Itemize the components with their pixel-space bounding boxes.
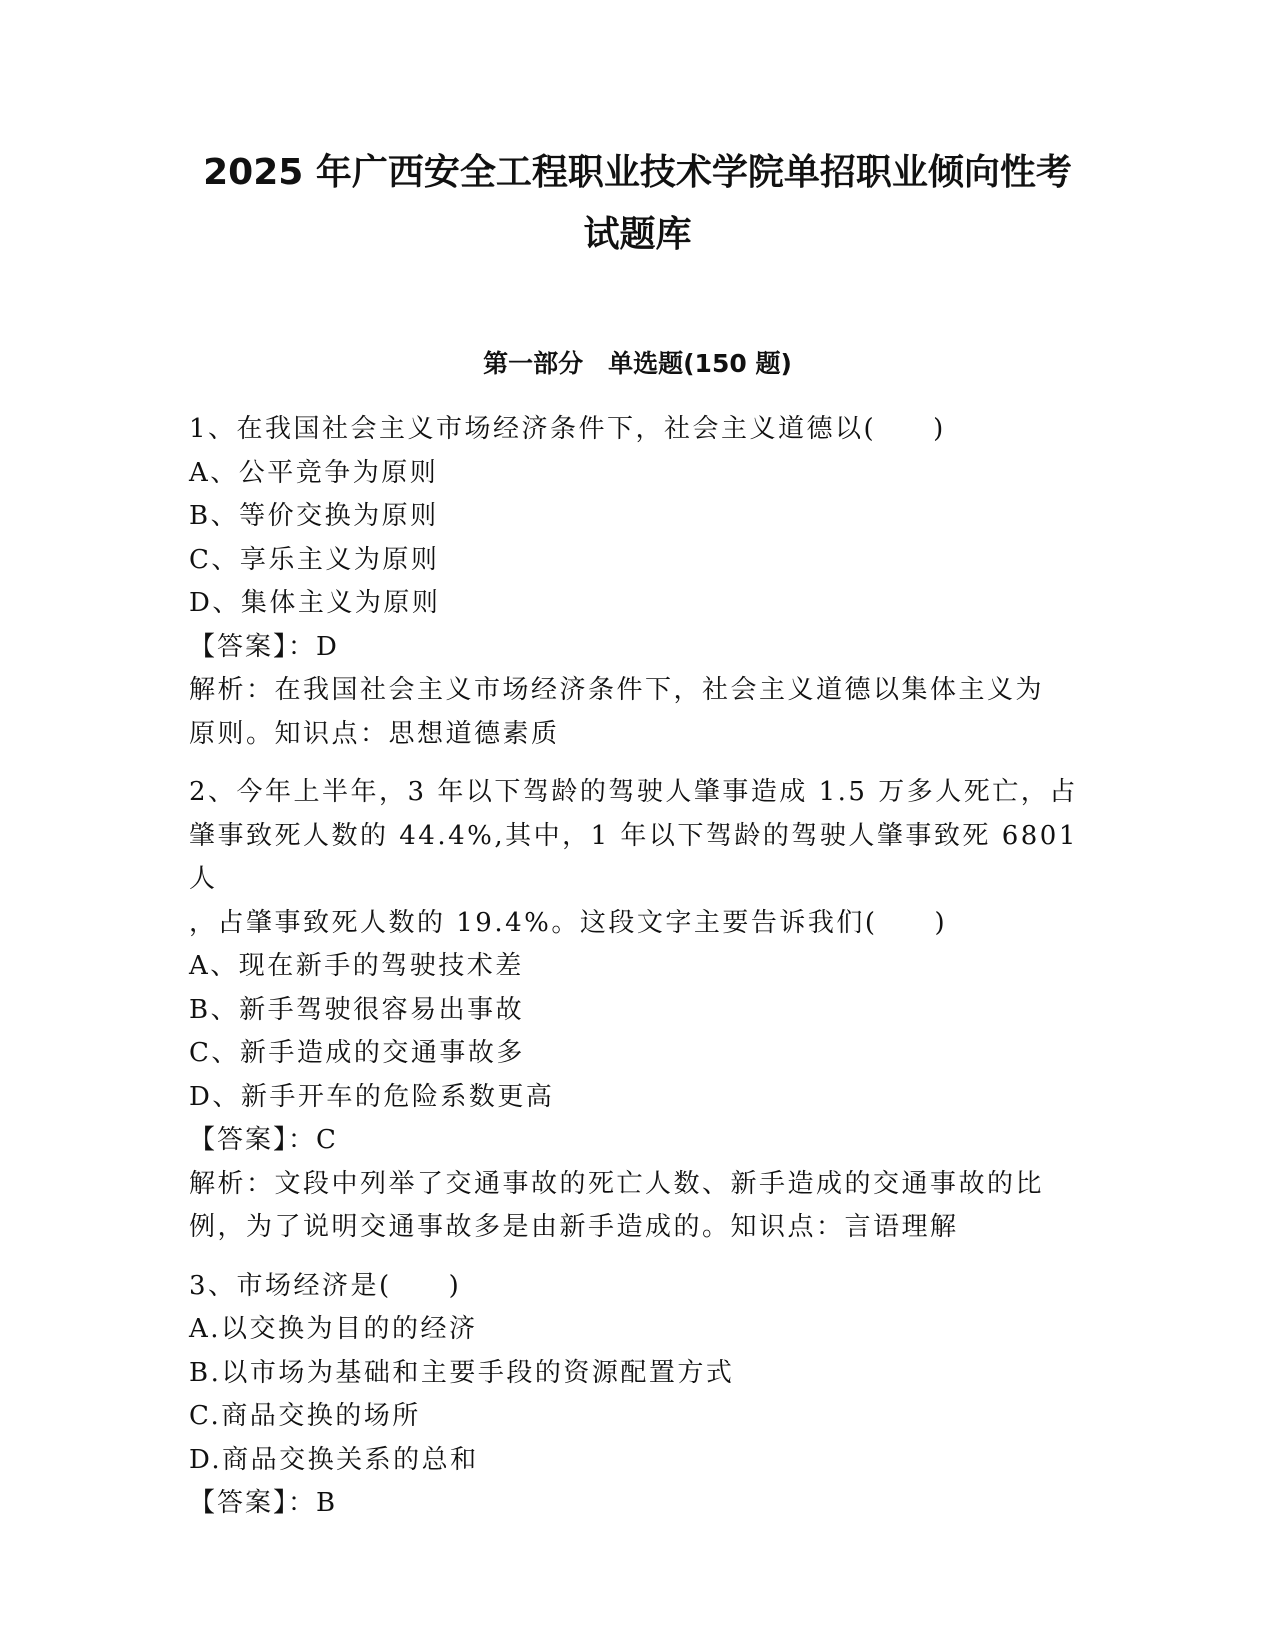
question-stem-line: 3、市场经济是( ) <box>189 1270 462 1301</box>
option-d: D、新手开车的危险系数更高 <box>189 1081 555 1112</box>
document-title-line-2: 试题库 <box>583 214 692 255</box>
analysis-line: 解析：在我国社会主义市场经济条件下，社会主义道德以集体主义为 <box>189 675 1045 705</box>
document-title-line-1: 2025 年广西安全工程职业技术学院单招职业倾向性考 <box>203 152 1072 193</box>
question-3 <box>189 1265 1079 1526</box>
option-b: B.以市场为基础和主要手段的资源配置方式 <box>189 1357 735 1388</box>
option-c: C、新手造成的交通事故多 <box>189 1038 525 1068</box>
document-title <box>150 142 1125 266</box>
question-1 <box>189 408 1079 756</box>
question-stem-line: 2、今年上半年，3 年以下驾龄的驾驶人肇事造成 1.5 万多人死亡，占 <box>189 777 1078 807</box>
analysis-line: 原则。知识点：思想道德素质 <box>189 718 560 749</box>
question-stem-line: 1、在我国社会主义市场经济条件下，社会主义道德以( ) <box>189 414 946 444</box>
option-a: A.以交换为目的的经济 <box>189 1314 478 1344</box>
option-c: C.商品交换的场所 <box>189 1401 421 1431</box>
answer-line: 【答案】：B <box>189 1488 338 1518</box>
answer-line: 【答案】：D <box>189 631 339 662</box>
option-b: B、新手驾驶很容易出事故 <box>189 994 525 1025</box>
option-d: D、集体主义为原则 <box>189 588 441 618</box>
option-c: C、享乐主义为原则 <box>189 544 440 575</box>
section-heading: 第一部分 单选题(150 题) <box>483 349 792 378</box>
option-d: D.商品交换关系的总和 <box>189 1444 479 1475</box>
option-a: A、公平竞争为原则 <box>189 457 439 488</box>
option-b: B、等价交换为原则 <box>189 501 439 531</box>
analysis-line: 例，为了说明交通事故多是由新手造成的。知识点：言语理解 <box>189 1212 959 1242</box>
question-2 <box>189 771 1089 1250</box>
question-stem-line: 肇事致死人数的 44.4%,其中，1 年以下驾龄的驾驶人肇事致死 6801 人 <box>189 820 1089 894</box>
question-list <box>189 408 1089 1541</box>
analysis-line: 解析：文段中列举了交通事故的死亡人数、新手造成的交通事故的比 <box>189 1168 1045 1199</box>
question-stem-line: ，占肇事致死人数的 19.4%。这段文字主要告诉我们( ) <box>189 907 948 938</box>
answer-line: 【答案】：C <box>189 1125 338 1155</box>
option-a: A、现在新手的驾驶技术差 <box>189 951 524 981</box>
